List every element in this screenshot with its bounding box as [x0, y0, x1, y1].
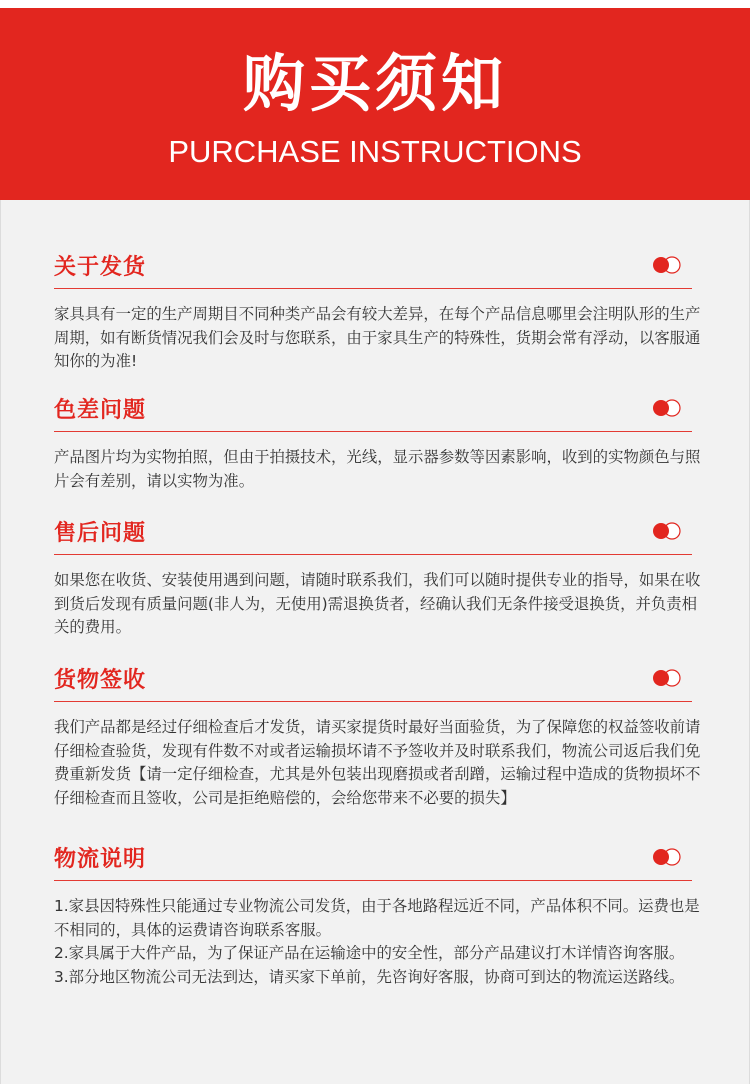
- section-paragraph: 1.家县因特殊性只能通过专业物流公司发货，由于各地路程远近不同，产品体积不同。运费也是不相同的，具体的运费请咨询联系客服。: [54, 897, 700, 939]
- toggle-icon: [652, 848, 682, 866]
- section-paragraph: 如果您在收货、安装使用遇到问题，请随时联系我们，我们可以随时提供专业的指导，如果在收到货后发现有质量问题(非人为，无使用)需退换货者，经确认我们无条件接受退换货，并负责相关的费用。: [54, 571, 701, 636]
- section-title: 物流说明: [54, 847, 147, 872]
- section-goods-receipt: [54, 665, 702, 810]
- section-header: [54, 665, 692, 702]
- section-title: 售后问题: [54, 521, 147, 546]
- toggle-icon: [652, 669, 682, 687]
- section-header: [54, 395, 692, 432]
- section-body: [54, 446, 702, 493]
- section-title: 色差问题: [54, 398, 147, 423]
- page-header: [0, 8, 750, 200]
- section-title: 关于发货: [54, 255, 147, 280]
- section-after-sales: [54, 518, 702, 640]
- page-subtitle: PURCHASE INSTRUCTIONS: [168, 134, 582, 169]
- section-body: [54, 303, 702, 374]
- section-paragraph: 我们产品都是经过仔细检查后才发货，请买家提货时最好当面验货，为了保障您的权益签收前请仔细检查验货，发现有件数不对或者运输损坏请不予签收并及时联系我们，物流公司返后我们免费重新发货【请一定仔细检查，尤其是外包装出现磨损或者刮蹭，运输过程中造成的货物损坏不仔细检查而且签收，公司是拒绝赔偿的，会给您带来不必要的损失】: [54, 718, 701, 807]
- toggle-icon: [652, 256, 682, 274]
- content-panel: [0, 200, 750, 1084]
- section-title: 货物签收: [54, 668, 147, 693]
- section-body: [54, 716, 702, 810]
- section-paragraph: 2.家具属于大件产品，为了保证产品在运输途中的安全性，部分产品建议打木详情咨询客服。: [54, 944, 685, 962]
- section-color-difference: [54, 395, 702, 493]
- section-paragraph: 家具具有一定的生产周期目不同种类产品会有较大差异，在每个产品信息哪里会注明队形的生产周期，如有断货情况我们会及时与您联系，由于家具生产的特殊性，货期会常有浮动，以客服通知你的为准!: [54, 305, 701, 370]
- section-logistics: [54, 844, 702, 989]
- toggle-icon: [652, 399, 682, 417]
- section-header: [54, 844, 692, 881]
- section-shipping: [54, 252, 702, 374]
- page-title: 购买须知: [242, 47, 507, 120]
- section-paragraph: 产品图片均为实物拍照，但由于拍摄技术，光线，显示器参数等因素影响，收到的实物颜色与照片会有差别，请以实物为准。: [54, 448, 701, 490]
- toggle-icon: [652, 522, 682, 540]
- section-paragraph: 3.部分地区物流公司无法到达，请买家下单前，先咨询好客服，协商可到达的物流运送路线。: [54, 967, 685, 986]
- section-body: [54, 895, 702, 989]
- section-header: [54, 518, 692, 555]
- section-body: [54, 569, 702, 640]
- section-header: [54, 252, 692, 289]
